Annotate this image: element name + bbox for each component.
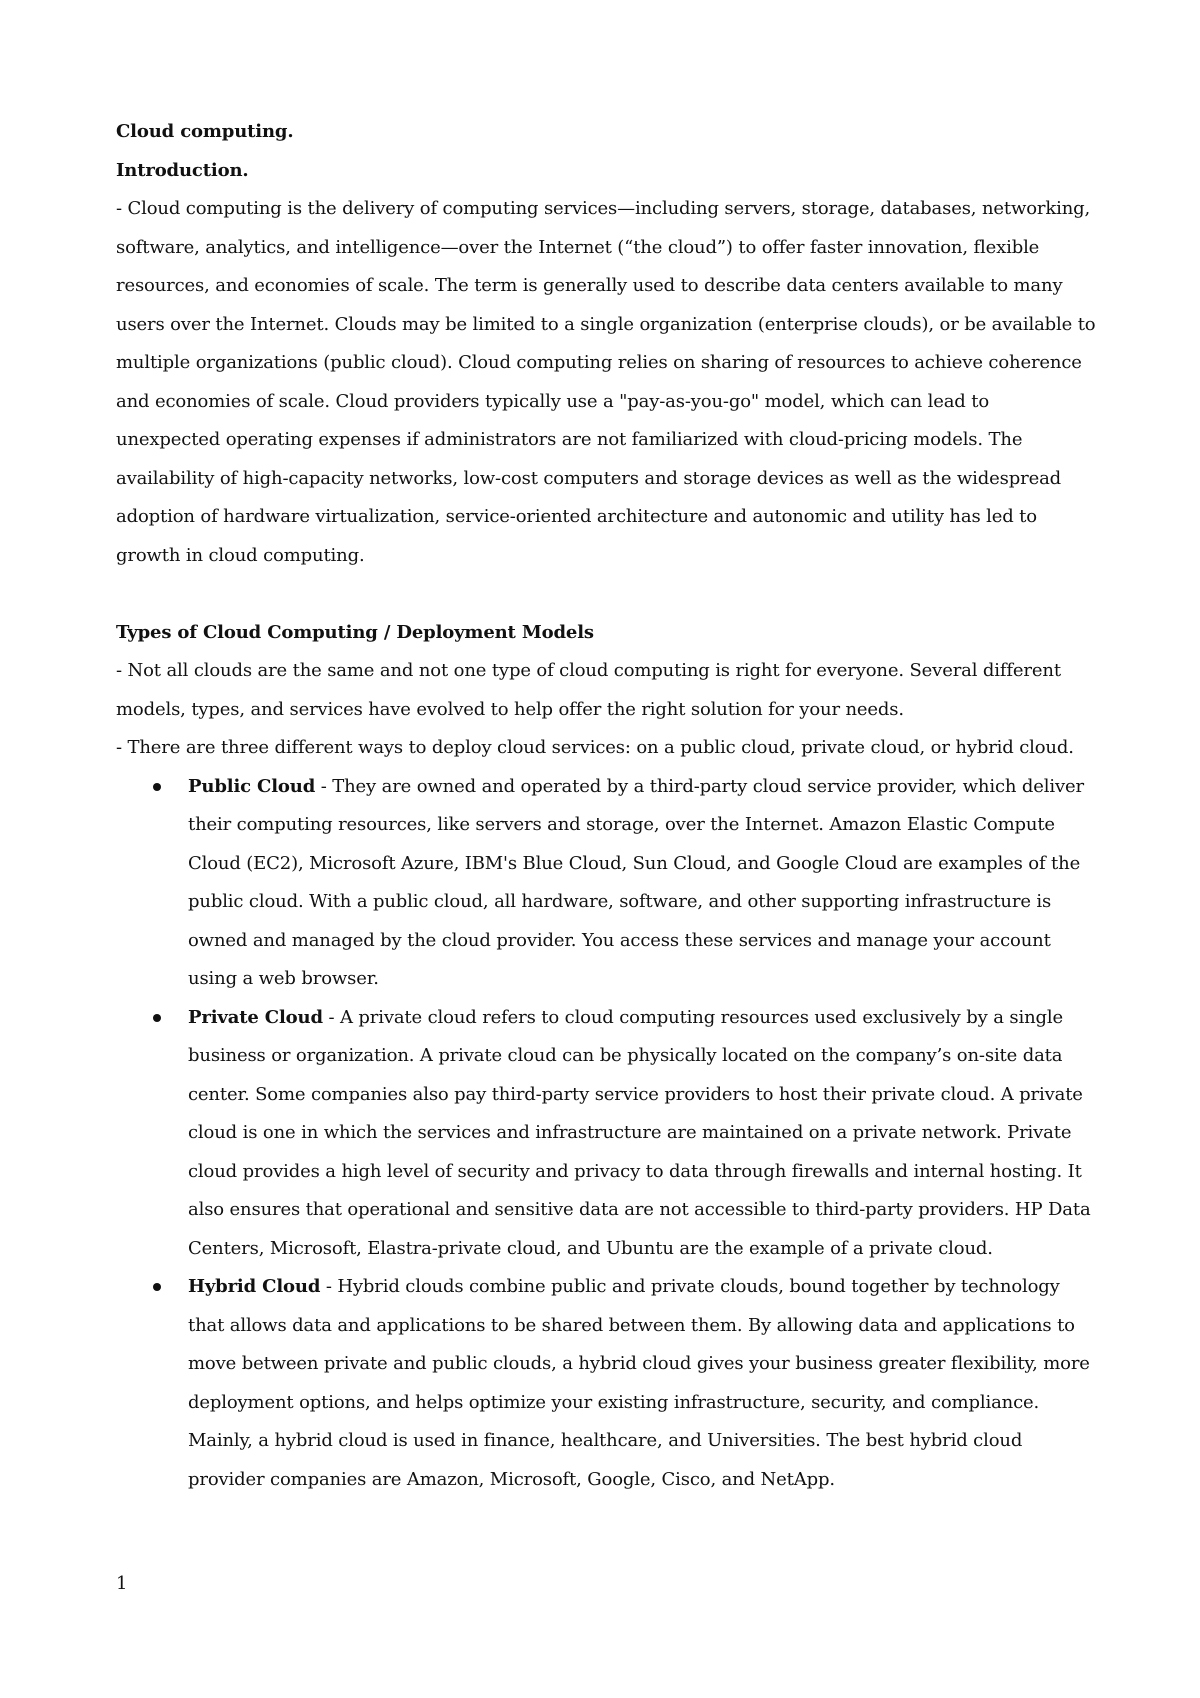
intro-paragraph: - Cloud computing is the delivery of computing services—including servers, storage, databases, networking, software, analytics, and intelligence—over the Internet (“the cloud”) to offer faster innovation, flexible resources, and economies of scale. The term is generally used to describe data centers available to many users over the Internet. Clouds may be limited to a single organization (enterprise clouds), or be available to multiple organizations (public cloud). Cloud computing relies on sharing of resources to achieve coherence and economies of scale. Cloud providers typically use a "pay-as-you-go" model, which can lead to unexpected operating expenses if administrators are not familiarized with cloud-pricing models. The availability of high-capacity networks, low-cost computers and storage devices as well as the widespread adoption of hardware virtualization, service-oriented architecture and autonomic and utility has led to growth in cloud computing. (116, 198, 1096, 566)
bullet-text: - They are owned and operated by a third-party cloud service provider, which deliver their computing resources, like servers and storage, over the Internet. Amazon Elastic Compute Cloud (EC2), Microsoft Azure, IBM's Blue Cloud, Sun Cloud, and Google Cloud are examples of the public cloud. With a public cloud, all hardware, software, and other supporting infrastructure is owned and managed by the cloud provider. You access these services and manage your account using a web browser. (188, 775, 1084, 989)
list-item-private-cloud (116, 999, 1096, 1269)
intro-heading: Introduction. (116, 159, 249, 181)
list-item-hybrid-cloud (116, 1268, 1096, 1499)
bullet-text: - A private cloud refers to cloud computing resources used exclusively by a single business or organization. A private cloud can be physically located on the company’s on-site data center. Some companies also pay third-party service providers to host their private cloud. A private cloud is one in which the services and infrastructure are maintained on a private network. Private cloud provides a high level of security and privacy to data through firewalls and internal hosting. It also ensures that operational and sensitive data are not accessible to third-party providers. HP Data Centers, Microsoft, Elastra-private cloud, and Ubuntu are the example of a private cloud. (188, 1006, 1091, 1259)
types-heading: Types of Cloud Computing / Deployment Models (116, 621, 594, 643)
bullet-term: Hybrid Cloud (188, 1276, 321, 1297)
bullet-icon (153, 1283, 161, 1291)
bullet-term: Private Cloud (188, 1006, 323, 1028)
document-page (116, 113, 1096, 1499)
section-spacer (116, 575, 1096, 614)
types-paragraph-2: - There are three different ways to deploy cloud services: on a public cloud, private cloud, or hybrid cloud. (116, 737, 1074, 758)
bullet-term: Public Cloud (188, 775, 316, 797)
bullet-icon (153, 1014, 161, 1022)
document-title: Cloud computing. (116, 121, 294, 142)
bullet-text: - Hybrid clouds combine public and private clouds, bound together by technology that allows data and applications to be shared between them. By allowing data and applications to move between private and public clouds, a hybrid cloud gives your business greater flexibility, more deployment options, and helps optimize your existing infrastructure, security, and compliance. Mainly, a hybrid cloud is used in finance, healthcare, and Universities. The best hybrid cloud provider companies are Amazon, Microsoft, Google, Cisco, and NetApp. (188, 1276, 1090, 1490)
deployment-models-list (116, 768, 1096, 1500)
page-number: 1 (116, 1573, 128, 1594)
bullet-icon (153, 783, 161, 791)
list-item-public-cloud (116, 768, 1096, 999)
types-paragraph-1: - Not all clouds are the same and not one type of cloud computing is right for everyone. Several different models, types, and services have evolved to help offer the right solution for your needs. (116, 660, 1061, 720)
